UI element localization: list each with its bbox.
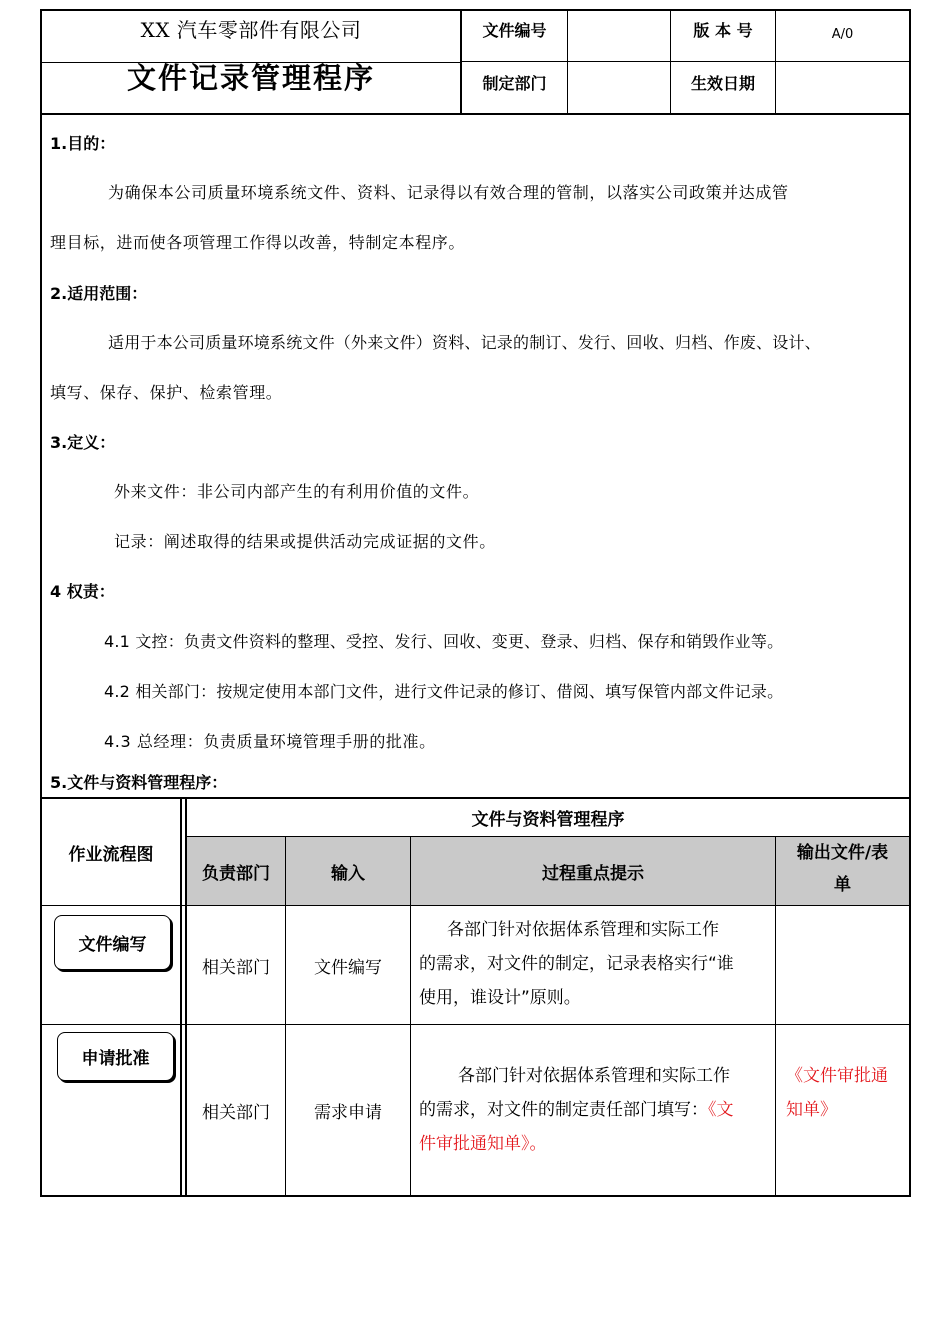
- section-purpose-title: 1.目的：: [50, 134, 116, 153]
- section-responsibility-text-2: 4.2 相关部门：按规定使用本部门文件，进行文件记录的修订、借阅、填写保管内部文件记录。: [104, 682, 784, 701]
- column-key-points: 过程重点提示: [542, 863, 644, 884]
- section-scope-text-2: 填写、保存、保护、检索管理。: [50, 383, 283, 402]
- table-cell-input: 文件编写: [314, 957, 382, 978]
- version-value: A/0: [831, 27, 854, 42]
- table-cell-key-line-1: 各部门针对依据体系管理和实际工作: [458, 1066, 730, 1086]
- table-cell-output-line-1: 《文件审批通: [786, 1066, 888, 1086]
- procedure-header: 文件与资料管理程序: [471, 810, 625, 830]
- doc-no-label: 文件编号: [482, 21, 547, 40]
- table-cell-dept: 相关部门: [202, 1102, 270, 1123]
- document-title: 文件记录管理程序: [126, 61, 375, 95]
- section-definition-title: 3.定义：: [50, 433, 116, 452]
- table-cell-input: 需求申请: [314, 1102, 382, 1123]
- column-input: 输入: [331, 863, 365, 884]
- version-label: 版 本 号: [693, 21, 753, 40]
- section-responsibility-text-3: 4.3 总经理：负责质量环境管理手册的批准。: [104, 732, 436, 751]
- section-scope-title: 2.适用范围：: [50, 284, 148, 303]
- dept-label: 制定部门: [482, 74, 547, 93]
- section-procedure-title: 5.文件与资料管理程序：: [50, 773, 228, 792]
- section-definition-text-1: 外来文件：非公司内部产生的有利用价值的文件。: [114, 482, 480, 501]
- section-purpose-text-2: 理目标，进而使各项管理工作得以改善，特制定本程序。: [50, 233, 466, 252]
- table-cell-key-line-1: 各部门针对依据体系管理和实际工作: [447, 920, 719, 940]
- section-responsibility-title: 4 权责：: [50, 582, 115, 601]
- flowchart-header: 作业流程图: [68, 844, 154, 865]
- table-cell-key-line-2-text: 的需求，对文件的制定责任部门填写：: [419, 1100, 708, 1120]
- section-definition-text-2: 记录：阐述取得的结果或提供活动完成证据的文件。: [114, 532, 496, 551]
- flow-step-apply-approval: 申请批准: [57, 1032, 174, 1081]
- column-output-line-2: 单: [834, 875, 851, 895]
- section-responsibility-text-1: 4.1 文控：负责文件资料的整理、受控、发行、回收、变更、登录、归档、保存和销毁作业等。: [104, 632, 784, 651]
- column-dept: 负责部门: [202, 863, 270, 884]
- table-cell-key-line-3: 件审批通知单》。: [419, 1134, 547, 1154]
- column-output-line-1: 输出文件/表: [796, 843, 889, 863]
- section-scope-text-1: 适用于本公司质量环境系统文件（外来文件）资料、记录的制订、发行、回收、归档、作废、设计、: [108, 333, 821, 352]
- table-cell-dept: 相关部门: [202, 957, 270, 978]
- company-name: XX 汽车零部件有限公司: [140, 18, 362, 42]
- form-reference-text: 《文: [708, 1100, 734, 1120]
- table-cell-output-line-2: 知单》: [786, 1100, 837, 1120]
- section-purpose-text-1: 为确保本公司质量环境系统文件、资料、记录得以有效合理的管制，以落实公司政策并达成管: [108, 183, 789, 202]
- effective-date-label: 生效日期: [690, 74, 755, 93]
- column-output: [776, 837, 909, 905]
- table-cell-key-line-3: 使用，谁设计”原则。: [419, 988, 581, 1008]
- flow-step-write-document: 文件编写: [54, 915, 171, 970]
- table-cell-key-line-2: 的需求，对文件的制定，记录表格实行“谁: [419, 954, 734, 974]
- table-cell-key-line-2: [419, 1093, 734, 1127]
- table-cell-output: [776, 906, 909, 1024]
